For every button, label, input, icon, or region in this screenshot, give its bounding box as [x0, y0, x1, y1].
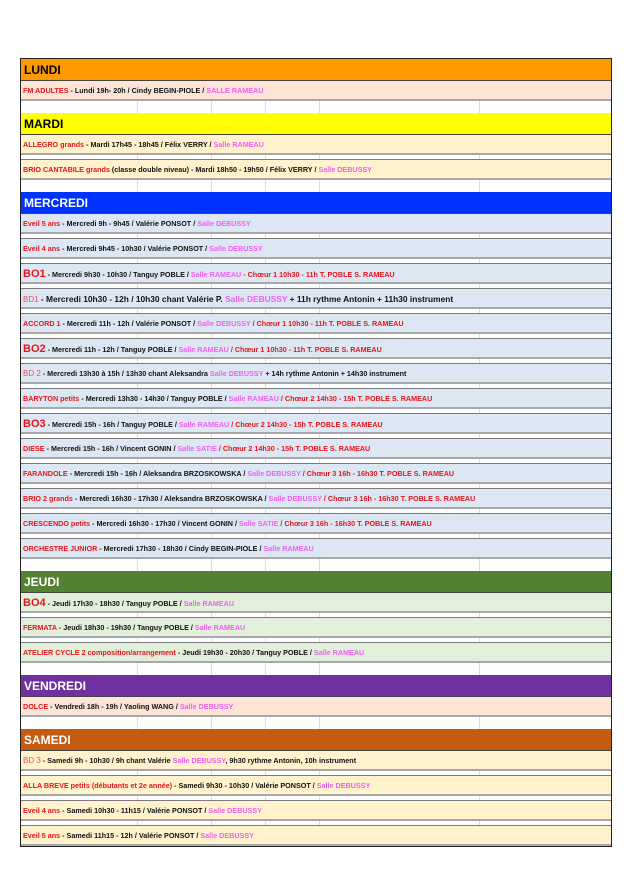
gridline [265, 484, 266, 488]
gridline [265, 559, 266, 571]
gridline [137, 459, 138, 463]
course-details: (classe double niveau) - Mardi 18h50 - 19h50 / Félix VERRY / [109, 165, 319, 174]
gridline [211, 717, 212, 729]
course-details: - Mercredi 15h - 16h / Tanguy POBLE / [45, 420, 179, 429]
gridline [265, 613, 266, 617]
gridline [479, 484, 480, 488]
gridline [265, 309, 266, 313]
gridline [211, 509, 212, 513]
gridline [319, 717, 320, 729]
course-title: FARANDOLE [23, 469, 68, 478]
course-details: - Jeudi 17h30 - 18h30 / Tanguy POBLE / [45, 599, 184, 608]
course-room: Salle RAMEAU [190, 270, 242, 279]
gridline [137, 821, 138, 825]
gridline [319, 796, 320, 800]
extra-info: + 14h rythme Antonin + 14h30 instrument [263, 369, 407, 378]
course-title: Eveil 4 ans [23, 806, 61, 815]
gridline [211, 101, 212, 113]
course-room: Salle DEBUSSY [316, 781, 371, 790]
spacer-row [21, 284, 611, 289]
course-title: BO2 [23, 343, 46, 355]
gridline [479, 796, 480, 800]
schedule-table [20, 58, 612, 847]
gridline [479, 384, 480, 388]
course-room: SALLE RAMEAU [206, 86, 264, 95]
gridline [137, 534, 138, 538]
spacer-row [21, 771, 611, 776]
spacer-row [21, 459, 611, 464]
course-details: - Mercredi 11h - 12h / Valérie PONSOT / [60, 319, 198, 328]
spacer-row [21, 821, 611, 826]
spacer-row [21, 559, 611, 571]
course-room: Salle RAMEAU [183, 599, 235, 608]
course-title: ALLEGRO grands [23, 140, 85, 149]
course-details: - Jeudi 19h30 - 20h30 / Tanguy POBLE / [175, 648, 314, 657]
course-title: BD 3 [23, 756, 41, 765]
gridline [319, 234, 320, 238]
course-entry [21, 214, 611, 234]
gridline [137, 559, 138, 571]
course-details: - Mercredi 9h30 - 10h30 / Tanguy POBLE / [45, 270, 191, 279]
day-header-lundi: LUNDI [21, 59, 611, 81]
course-title: BARYTON petits [23, 394, 80, 403]
gridline [319, 180, 320, 192]
gridline [479, 101, 480, 113]
course-room: Salle RAMEAU [313, 648, 365, 657]
gridline [211, 434, 212, 438]
choir-info: - Chœur 1 10h30 - 11h T. POBLE S. RAMEAU [241, 270, 395, 279]
course-details: - Mercredi 13h30 - 14h30 / Tanguy POBLE / [79, 394, 229, 403]
gridline [137, 717, 138, 729]
gridline [265, 155, 266, 159]
gridline [265, 384, 266, 388]
course-entry [21, 593, 611, 613]
gridline [319, 409, 320, 413]
gridline [137, 509, 138, 513]
spacer-row [21, 484, 611, 489]
course-entry [21, 464, 611, 484]
gridline [211, 663, 212, 675]
course-room: Salle RAMEAU [194, 623, 246, 632]
course-details: - Mercredi 9h45 - 10h30 / Valérie PONSOT / [60, 244, 210, 253]
gridline [211, 559, 212, 571]
course-entry [21, 439, 611, 459]
gridline [211, 284, 212, 288]
gridline [479, 284, 480, 288]
course-details: - Mercredi 16h30 - 17h30 / Vincent GONIN / [90, 519, 239, 528]
gridline [265, 359, 266, 363]
course-details: - Jeudi 18h30 - 19h30 / Tanguy POBLE / [56, 623, 195, 632]
spacer-row [21, 638, 611, 643]
spacer-row [21, 534, 611, 539]
spacer-row [21, 234, 611, 239]
gridline [319, 559, 320, 571]
gridline [319, 534, 320, 538]
day-header-samedi: SAMEDI [21, 729, 611, 751]
course-title: Eveil 5 ans [23, 219, 61, 228]
course-entry [21, 776, 611, 796]
course-entry [21, 289, 611, 309]
gridline [211, 409, 212, 413]
gridline [265, 717, 266, 729]
spacer-row [21, 180, 611, 192]
gridline [211, 796, 212, 800]
course-entry [21, 314, 611, 334]
gridline [265, 663, 266, 675]
course-details: - Mercredi 9h - 9h45 / Valérie PONSOT / [60, 219, 198, 228]
gridline [479, 638, 480, 642]
course-title: BD 2 [23, 369, 41, 378]
gridline [211, 613, 212, 617]
course-title: ORCHESTRE JUNIOR [23, 544, 98, 553]
gridline [319, 459, 320, 463]
course-entry [21, 160, 611, 180]
gridline [319, 509, 320, 513]
gridline [319, 259, 320, 263]
course-title: BO3 [23, 418, 46, 430]
gridline [137, 101, 138, 113]
spacer-row [21, 155, 611, 160]
course-room: Salle DEBUSSY [209, 244, 263, 253]
gridline [319, 434, 320, 438]
gridline [479, 409, 480, 413]
gridline [137, 409, 138, 413]
course-details: - Samedi 11h15 - 12h / Valérie PONSOT / [60, 831, 201, 840]
spacer-row [21, 334, 611, 339]
course-entry [21, 751, 611, 771]
gridline [479, 771, 480, 775]
course-details: - Mercredi 13h30 à 15h / 13h30 chant Aleksandra [40, 369, 210, 378]
course-entry [21, 364, 611, 384]
course-title: DOLCE [23, 702, 49, 711]
gridline [265, 638, 266, 642]
spacer-row [21, 359, 611, 364]
gridline [479, 434, 480, 438]
gridline [479, 663, 480, 675]
course-details: - Mercredi 17h30 - 18h30 / Cindy BEGIN-PIOLE / [97, 544, 264, 553]
course-entry [21, 801, 611, 821]
gridline [265, 459, 266, 463]
gridline [319, 638, 320, 642]
gridline [137, 259, 138, 263]
gridline [137, 638, 138, 642]
course-entry [21, 697, 611, 717]
course-entry [21, 264, 611, 284]
gridline [137, 334, 138, 338]
course-entry [21, 135, 611, 155]
course-title: FM ADULTES [23, 86, 69, 95]
gridline [479, 180, 480, 192]
course-room: Salle DEBUSSY [247, 469, 301, 478]
choir-info: / Chœur 3 16h - 16h30 T. POBLE S. RAMEAU [300, 469, 455, 478]
gridline [479, 717, 480, 729]
gridline [319, 334, 320, 338]
gridline [137, 234, 138, 238]
choir-info: / Chœur 2 14h30 - 15h T. POBLE S. RAMEAU [229, 420, 383, 429]
gridline [479, 155, 480, 159]
course-room: Salle RAMEAU [178, 420, 230, 429]
gridline [479, 821, 480, 825]
gridline [319, 663, 320, 675]
gridline [319, 771, 320, 775]
gridline [319, 384, 320, 388]
spacer-row [21, 613, 611, 618]
course-entry [21, 239, 611, 259]
course-entry [21, 489, 611, 509]
course-details: - Mercredi 15h - 16h / Vincent GONIN / [44, 444, 178, 453]
course-room: Salle DEBUSSY [197, 319, 251, 328]
spacer-row [21, 509, 611, 514]
gridline [479, 359, 480, 363]
course-room: Salle RAMEAU [263, 544, 314, 553]
gridline [265, 284, 266, 288]
course-details: - Mercredi 15h - 16h / Aleksandra BRZOSKOWSKA / [67, 469, 248, 478]
gridline [211, 771, 212, 775]
gridline [265, 334, 266, 338]
gridline [479, 234, 480, 238]
gridline [265, 796, 266, 800]
course-entry [21, 539, 611, 559]
gridline [211, 638, 212, 642]
gridline [479, 259, 480, 263]
gridline [137, 434, 138, 438]
gridline [211, 234, 212, 238]
spacer-row [21, 309, 611, 314]
gridline [211, 259, 212, 263]
gridline [319, 309, 320, 313]
spacer-row [21, 663, 611, 675]
gridline [211, 334, 212, 338]
gridline [137, 284, 138, 288]
gridline [211, 384, 212, 388]
course-room: Salle DEBUSSY [225, 294, 288, 304]
course-room: Salle DEBUSSY [268, 494, 322, 503]
gridline [211, 534, 212, 538]
gridline [137, 359, 138, 363]
day-header-mercredi: MERCREDI [21, 192, 611, 214]
gridline [265, 821, 266, 825]
gridline [479, 309, 480, 313]
course-title: FERMATA [23, 623, 57, 632]
choir-info: / Chœur 2 14h30 - 15h T. POBLE S. RAMEAU [278, 394, 433, 403]
spacer-row [21, 434, 611, 439]
course-details: - Samedi 9h30 - 10h30 / Valérie PONSOT / [172, 781, 317, 790]
course-entry [21, 339, 611, 359]
course-entry [21, 618, 611, 638]
course-details: - Samedi 9h - 10h30 / 9h chant Valérie [40, 756, 173, 765]
course-entry [21, 826, 611, 846]
course-entry [21, 389, 611, 409]
gridline [137, 384, 138, 388]
choir-info: / Chœur 3 16h - 16h30 T. POBLE S. RAMEAU [278, 519, 432, 528]
gridline [479, 559, 480, 571]
gridline [211, 155, 212, 159]
course-room: Salle RAMEAU [228, 394, 279, 403]
spacer-row [21, 384, 611, 389]
gridline [137, 663, 138, 675]
course-room: Salle DEBUSSY [318, 165, 372, 174]
course-entry [21, 414, 611, 434]
course-details: - Samedi 10h30 - 11h15 / Valérie PONSOT / [60, 806, 209, 815]
gridline [319, 155, 320, 159]
course-room: Salle SATIE [177, 444, 217, 453]
course-entry [21, 514, 611, 534]
choir-info: / Chœur 1 10h30 - 11h T. POBLE S. RAMEAU [228, 345, 382, 354]
gridline [137, 771, 138, 775]
course-title: BRIO 2 grands [23, 494, 73, 503]
gridline [479, 534, 480, 538]
gridline [137, 180, 138, 192]
course-title: ALLA BREVE petits (débutants et 2e année) [23, 781, 173, 790]
course-title: Eveil 4 ans [23, 244, 61, 253]
course-room: Salle DEBUSSY [200, 831, 254, 840]
spacer-row [21, 796, 611, 801]
gridline [265, 534, 266, 538]
spacer-row [21, 717, 611, 729]
gridline [137, 796, 138, 800]
course-room: Salle DEBUSSY [209, 369, 264, 378]
gridline [265, 409, 266, 413]
spacer-row [21, 409, 611, 414]
course-entry [21, 643, 611, 663]
choir-info: / Chœur 1 10h30 - 11h T. POBLE S. RAMEAU [250, 319, 404, 328]
gridline [319, 821, 320, 825]
gridline [265, 434, 266, 438]
course-title: BO1 [23, 268, 46, 280]
choir-info: / Chœur 2 14h30 - 15h T. POBLE S. RAMEAU [216, 444, 371, 453]
gridline [479, 459, 480, 463]
course-title: DIESE [23, 444, 45, 453]
extra-info: , 9h30 rythme Antonin, 10h instrument [225, 756, 357, 765]
gridline [265, 771, 266, 775]
course-room: Salle DEBUSSY [179, 702, 234, 711]
course-title: ATELIER CYCLE 2 composition/arrangement [23, 648, 176, 657]
gridline [137, 309, 138, 313]
gridline [137, 484, 138, 488]
gridline [319, 359, 320, 363]
gridline [211, 459, 212, 463]
gridline [265, 259, 266, 263]
gridline [137, 155, 138, 159]
course-room: Salle DEBUSSY [197, 219, 251, 228]
gridline [211, 484, 212, 488]
gridline [479, 613, 480, 617]
day-header-mardi: MARDI [21, 113, 611, 135]
gridline [265, 101, 266, 113]
course-details: - Vendredi 18h - 19h / Yaoling WANG / [48, 702, 180, 711]
gridline [211, 821, 212, 825]
course-details: - Mercredi 10h30 - 12h / 10h30 chant Valérie P. [38, 294, 226, 304]
course-entry [21, 81, 611, 101]
course-title: ACCORD 1 [23, 319, 61, 328]
extra-info: + 11h rythme Antonin + 11h30 instrument [287, 294, 454, 304]
day-header-jeudi: JEUDI [21, 571, 611, 593]
gridline [479, 509, 480, 513]
course-title: BO4 [23, 597, 46, 609]
spacer-row [21, 101, 611, 113]
gridline [319, 484, 320, 488]
gridline [479, 334, 480, 338]
gridline [265, 180, 266, 192]
course-details: - Mercredi 11h - 12h / Tanguy POBLE / [45, 345, 179, 354]
gridline [319, 101, 320, 113]
course-details: - Mercredi 16h30 - 17h30 / Aleksandra BRZOSKOWSKA / [72, 494, 269, 503]
course-title: Eveil 5 ans [23, 831, 61, 840]
course-details: - Mardi 17h45 - 18h45 / Félix VERRY / [84, 140, 214, 149]
gridline [319, 284, 320, 288]
course-room: Salle RAMEAU [178, 345, 229, 354]
gridline [137, 613, 138, 617]
course-room: Salle RAMEAU [213, 140, 264, 149]
gridline [265, 509, 266, 513]
course-room: Salle DEBUSSY [172, 756, 226, 765]
gridline [211, 180, 212, 192]
course-title: CRESCENDO petits [23, 519, 91, 528]
choir-info: / Chœur 3 16h - 16h30 T. POBLE S. RAMEAU [321, 494, 476, 503]
gridline [211, 359, 212, 363]
gridline [211, 309, 212, 313]
day-header-vendredi: VENDREDI [21, 675, 611, 697]
gridline [265, 234, 266, 238]
course-room: Salle SATIE [238, 519, 279, 528]
course-title: BD1 [23, 295, 39, 304]
gridline [319, 613, 320, 617]
course-details: - Lundi 19h- 20h / Cindy BEGIN-PIOLE / [68, 86, 207, 95]
course-title: BRIO CANTABILE grands [23, 165, 110, 174]
spacer-row [21, 259, 611, 264]
course-room: Salle DEBUSSY [208, 806, 262, 815]
